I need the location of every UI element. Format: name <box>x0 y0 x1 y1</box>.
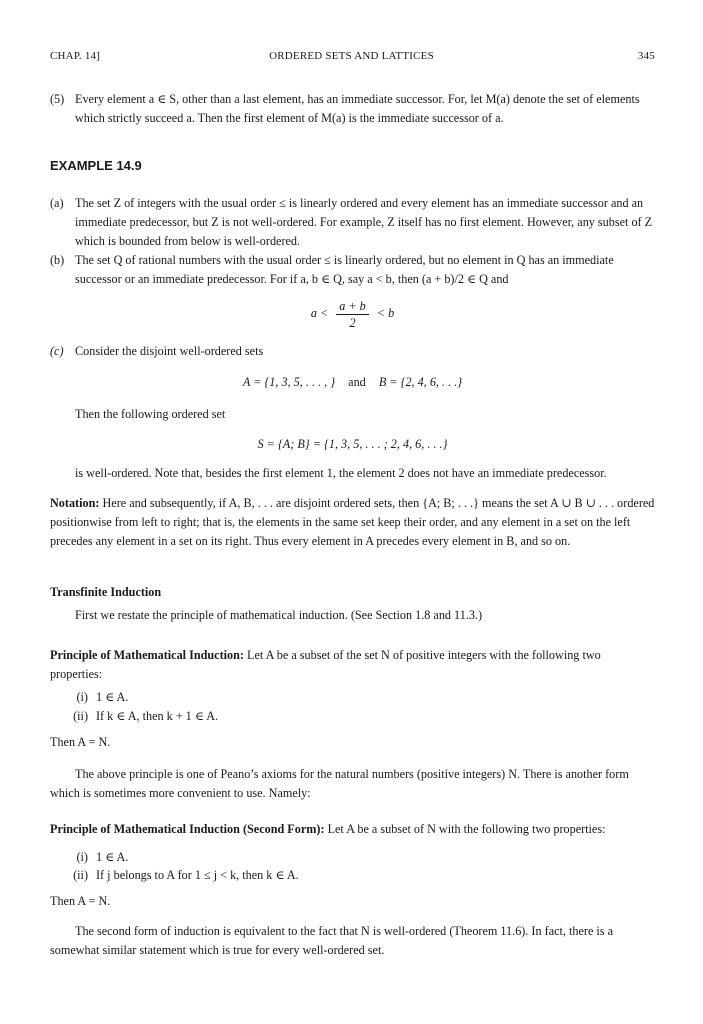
example-part-c <box>50 342 655 361</box>
conclusion-second: Then A = N. <box>50 894 111 908</box>
principle-second-form-paragraph <box>50 820 655 839</box>
notation-paragraph <box>50 494 655 551</box>
paragraph-then: Then the following ordered set <box>75 407 226 421</box>
principle-text: Let A be a subset of the set N of positive integers with the following two properties: <box>50 648 601 681</box>
equation-set-b: B = {2, 4, 6, . . .} <box>378 375 463 389</box>
example-part-a <box>50 194 655 251</box>
running-header-title: ORDERED SETS AND LATTICES <box>269 50 434 62</box>
notation-label: Notation: <box>50 496 100 510</box>
property-label: (i) <box>76 850 88 864</box>
part-text: The set Z of integers with the usual order ≤ is linearly ordered and every element has an immediate successor and an immediate predecessor, but Z is not well-ordered. For example, Z itself has no first element. However, any subset of Z which is bounded from below is well-ordered. <box>75 196 653 248</box>
property-ii-second <box>60 866 460 885</box>
fraction-numerator: a + b <box>336 298 369 315</box>
principle-label: Principle of Mathematical Induction: <box>50 648 244 662</box>
list-item-text: Every element a ∈ S, other than a last element, has an immediate successor. For, let M(a) denote the set of elements which strictly succeed a. Then the first element of M(a) is the immediate successor of a. <box>75 92 640 125</box>
list-item-5 <box>50 90 655 128</box>
property-label: (i) <box>76 690 88 704</box>
property-label: (ii) <box>73 709 88 723</box>
second-form-remark: The second form of induction is equivalent to the fact that N is well-ordered (Theorem 11.6). In fact, there is a somewhat similar statement which is true for every well-ordered set. <box>50 924 613 957</box>
conclusion: Then A = N. <box>50 735 111 749</box>
property-text: 1 ∈ A. <box>96 850 129 864</box>
property-i <box>60 688 460 707</box>
property-i-second <box>60 848 460 867</box>
property-ii <box>60 707 460 726</box>
equation-set-s: S = {A; B} = {1, 3, 5, . . . ; 2, 4, 6, . . .} <box>257 437 448 451</box>
fraction-denominator: 2 <box>349 315 356 330</box>
running-header-chapter: CHAP. 14] <box>50 50 101 62</box>
example-title: EXAMPLE 14.9 <box>50 158 142 173</box>
example-part-b <box>50 251 655 289</box>
equation-and: and <box>348 375 366 389</box>
equation-right: < b <box>376 306 395 320</box>
property-text: If k ∈ A, then k + 1 ∈ A. <box>96 709 219 723</box>
property-label: (ii) <box>73 868 88 882</box>
fraction <box>336 298 369 331</box>
equation-left: a < <box>310 306 329 320</box>
section-heading: Transfinite Induction <box>50 585 162 599</box>
equation-sets-ab <box>50 373 655 392</box>
equation-set-a: A = {1, 3, 5, . . . , } <box>242 375 336 389</box>
part-label: (b) <box>50 253 65 267</box>
principle-second-form-label: Principle of Mathematical Induction (Second Form): <box>50 822 325 836</box>
paragraph-well-ordered: is well-ordered. Note that, besides the first element 1, the element 2 does not have an immediate predecessor. <box>75 466 607 480</box>
list-item-label: (5) <box>50 92 65 106</box>
part-label: (c) <box>50 344 64 358</box>
section-intro: First we restate the principle of mathematical induction. (See Section 1.8 and 11.3.) <box>75 608 483 622</box>
peano-paragraph: The above principle is one of Peano’s axioms for the natural numbers (positive integers) N. There is another form which is sometimes more convenient to use. Namely: <box>50 767 629 800</box>
principle-second-form-text: Let A be a subset of N with the following two properties: <box>327 822 606 836</box>
principle-paragraph <box>50 646 655 684</box>
part-label: (a) <box>50 196 64 210</box>
equation-midpoint <box>50 293 655 333</box>
page-number: 345 <box>637 50 655 62</box>
notation-text: Here and subsequently, if A, B, . . . are disjoint ordered sets, then {A; B; . . .} means the set A ∪ B ∪ . . . ordered positionwise from left to right; that is, the elements in the same set keep their order, and any element in a set on the left precedes any element in a set on its right. Thus every element in A precedes every element in B, and so on. <box>50 496 655 548</box>
part-text: The set Q of rational numbers with the usual order ≤ is linearly ordered, but no element in Q has an immediate successor or an immediate predecessor. For if a, b ∈ Q, say a < b, then (a + b)/2 ∈ Q and <box>75 253 614 286</box>
part-text: Consider the disjoint well-ordered sets <box>75 344 264 358</box>
property-text: 1 ∈ A. <box>96 690 129 704</box>
property-text: If j belongs to A for 1 ≤ j < k, then k ∈ A. <box>96 868 299 882</box>
